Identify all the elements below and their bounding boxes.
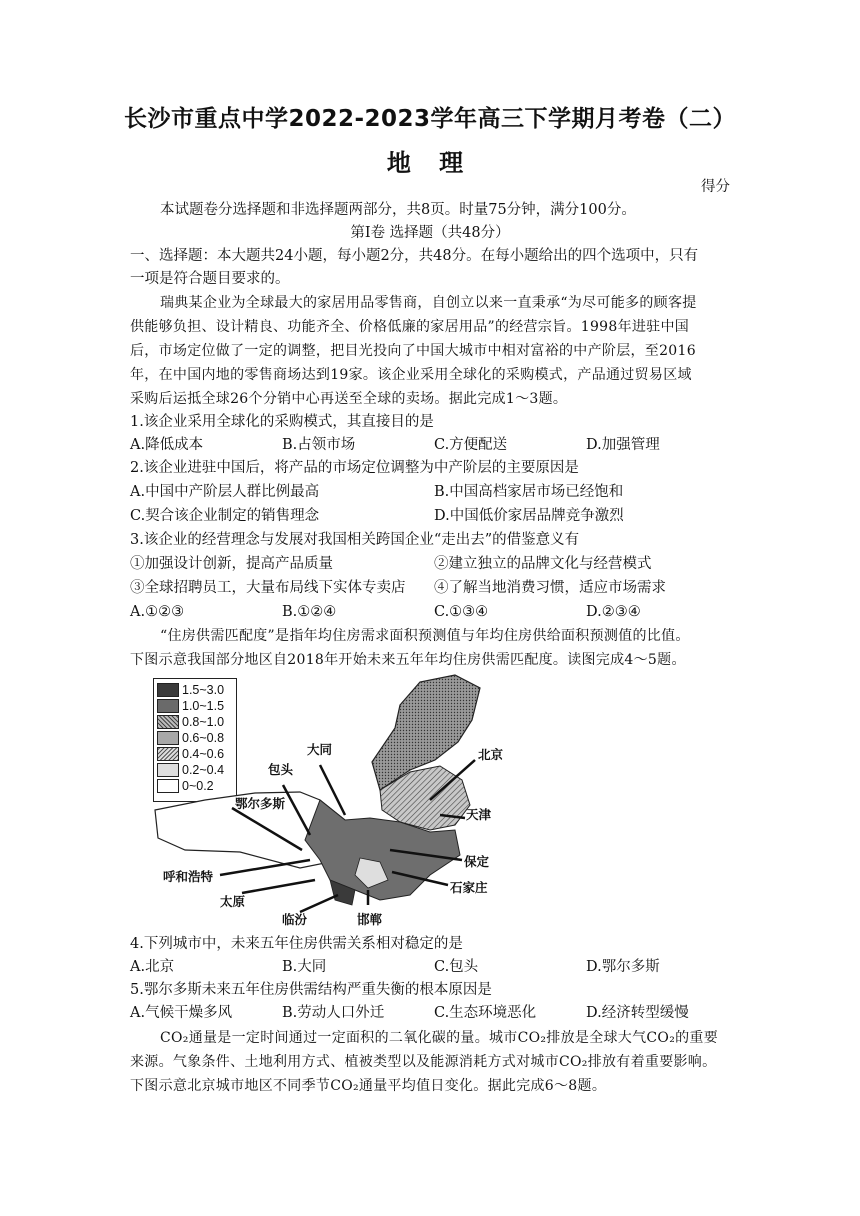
city-label-ordos: 鄂尔多斯 bbox=[235, 796, 286, 811]
exam-title: 长沙市重点中学2022-2023学年高三下学期月考卷（二） bbox=[123, 106, 737, 132]
city-label-beijing: 北京 bbox=[478, 747, 504, 762]
q3-option-b[interactable]: B.①②④ bbox=[282, 604, 337, 620]
city-label-taiyuan: 太原 bbox=[220, 894, 246, 909]
passage2-line: 下图示意我国部分地区自2018年开始未来五年年均住房供需匹配度。读图完成4～5题。 bbox=[130, 652, 686, 668]
q2-option-b[interactable]: B.中国高档家居市场已经饱和 bbox=[434, 484, 624, 500]
legend-item: 0.4~0.6 bbox=[157, 747, 224, 761]
subject-title: 地 理 bbox=[386, 149, 474, 177]
q3-statement-1: ①加强设计创新，提高产品质量 bbox=[130, 556, 333, 572]
question-4-stem: 4.下列城市中，未来五年住房供需关系相对稳定的是 bbox=[130, 936, 463, 952]
q3-statement-4: ④了解当地消费习惯，适应市场需求 bbox=[434, 580, 666, 596]
passage3-line: 来源。气象条件、土地利用方式、植被类型以及能源消耗方式对城市CO₂排放有着重要影响。 bbox=[130, 1054, 717, 1070]
legend-item: 0.8~1.0 bbox=[157, 715, 224, 729]
q3-option-d[interactable]: D.②③④ bbox=[586, 604, 641, 620]
city-label-hohhot: 呼和浩特 bbox=[163, 869, 214, 884]
q5-option-d[interactable]: D.经济转型缓慢 bbox=[586, 1005, 689, 1021]
passage2-line: “住房供需匹配度”是指年均住房需求面积预测值与年均住房供给面积预测值的比值。 bbox=[160, 628, 690, 644]
legend-item: 0.6~0.8 bbox=[157, 731, 224, 745]
q4-option-d[interactable]: D.鄂尔多斯 bbox=[586, 959, 660, 975]
q1-option-d[interactable]: D.加强管理 bbox=[586, 437, 660, 453]
question-5-stem: 5.鄂尔多斯未来五年住房供需结构严重失衡的根本原因是 bbox=[130, 982, 492, 998]
legend-item: 0.2~0.4 bbox=[157, 763, 224, 777]
city-label-shijiazhuang: 石家庄 bbox=[450, 880, 488, 895]
q5-option-c[interactable]: C.生态环境恶化 bbox=[434, 1005, 537, 1021]
passage1-line: 后，市场定位做了一定的调整，把目光投向了中国大城市中相对富裕的中产阶层，至2016 bbox=[130, 343, 696, 359]
city-label-tianjin: 天津 bbox=[466, 807, 492, 822]
passage3-line: CO₂通量是一定时间通过一定面积的二氧化碳的量。城市CO₂排放是全球大气CO₂的重要 bbox=[160, 1030, 719, 1046]
city-label-baotou: 包头 bbox=[268, 762, 294, 777]
q4-option-b[interactable]: B.大同 bbox=[282, 959, 327, 975]
q4-option-c[interactable]: C.包头 bbox=[434, 959, 479, 975]
section-instructions-1: 一、选择题：本大题共24小题，每小题2分，共48分。在每小题给出的四个选项中，只有 bbox=[130, 248, 699, 264]
city-label-datong: 大同 bbox=[307, 742, 333, 757]
passage1-line: 年，在中国内地的零售商场达到19家。该企业采用全球化的采购模式，产品通过贸易区域 bbox=[130, 367, 692, 383]
question-2-stem: 2.该企业进驻中国后，将产品的市场定位调整为中产阶层的主要原因是 bbox=[130, 460, 579, 476]
legend-item: 0~0.2 bbox=[157, 779, 214, 793]
q3-option-c[interactable]: C.①③④ bbox=[434, 604, 489, 620]
q3-statement-3: ③全球招聘员工，大量布局线下实体专卖店 bbox=[130, 580, 406, 596]
q1-option-c[interactable]: C.方便配送 bbox=[434, 437, 508, 453]
q2-option-a[interactable]: A.中国中产阶层人群比例最高 bbox=[130, 484, 320, 500]
q5-option-a[interactable]: A.气候干燥多风 bbox=[130, 1005, 233, 1021]
q5-option-b[interactable]: B.劳动人口外迁 bbox=[282, 1005, 385, 1021]
q2-option-c[interactable]: C.契合该企业制定的销售理念 bbox=[130, 508, 320, 524]
legend-item: 1.5~3.0 bbox=[157, 683, 224, 697]
q2-option-d[interactable]: D.中国低价家居品牌竞争激烈 bbox=[434, 508, 624, 524]
q4-option-a[interactable]: A.北京 bbox=[130, 959, 175, 975]
q3-statement-2: ②建立独立的品牌文化与经营模式 bbox=[434, 556, 652, 572]
section-instructions-2: 一项是符合题目要求的。 bbox=[130, 271, 290, 287]
part-one-heading: 第I卷 选择题（共48分） bbox=[350, 225, 510, 241]
passage1-line: 供能够负担、设计精良、功能齐全、价格低廉的家居用品”的经营宗旨。1998年进驻中国 bbox=[130, 319, 690, 335]
city-label-handan: 邯郸 bbox=[357, 912, 383, 927]
passage3-line: 下图示意北京城市地区不同季节CO₂通量平均值日变化。据此完成6～8题。 bbox=[130, 1078, 607, 1094]
passage1-line: 瑞典某企业为全球最大的家居用品零售商，自创立以来一直秉承“为尽可能多的顾客提 bbox=[160, 295, 697, 311]
legend-item: 1.0~1.5 bbox=[157, 699, 224, 713]
question-1-stem: 1.该企业采用全球化的采购模式，其直接目的是 bbox=[130, 414, 434, 430]
score-label: 得分 bbox=[701, 179, 730, 195]
q1-option-b[interactable]: B.占领市场 bbox=[282, 437, 356, 453]
passage1-line: 采购后运抵全球26个分销中心再送至全球的卖场。据此完成1～3题。 bbox=[130, 391, 568, 407]
question-3-stem: 3.该企业的经营理念与发展对我国相关跨国企业“走出去”的借鉴意义有 bbox=[130, 532, 580, 548]
q3-option-a[interactable]: A.①②③ bbox=[130, 604, 185, 620]
q1-option-a[interactable]: A.降低成本 bbox=[130, 437, 204, 453]
intro-text: 本试题卷分选择题和非选择题两部分，共8页。时量75分钟，满分100分。 bbox=[160, 202, 636, 218]
city-label-linfen: 临汾 bbox=[282, 912, 308, 927]
city-label-baoding: 保定 bbox=[464, 854, 490, 869]
